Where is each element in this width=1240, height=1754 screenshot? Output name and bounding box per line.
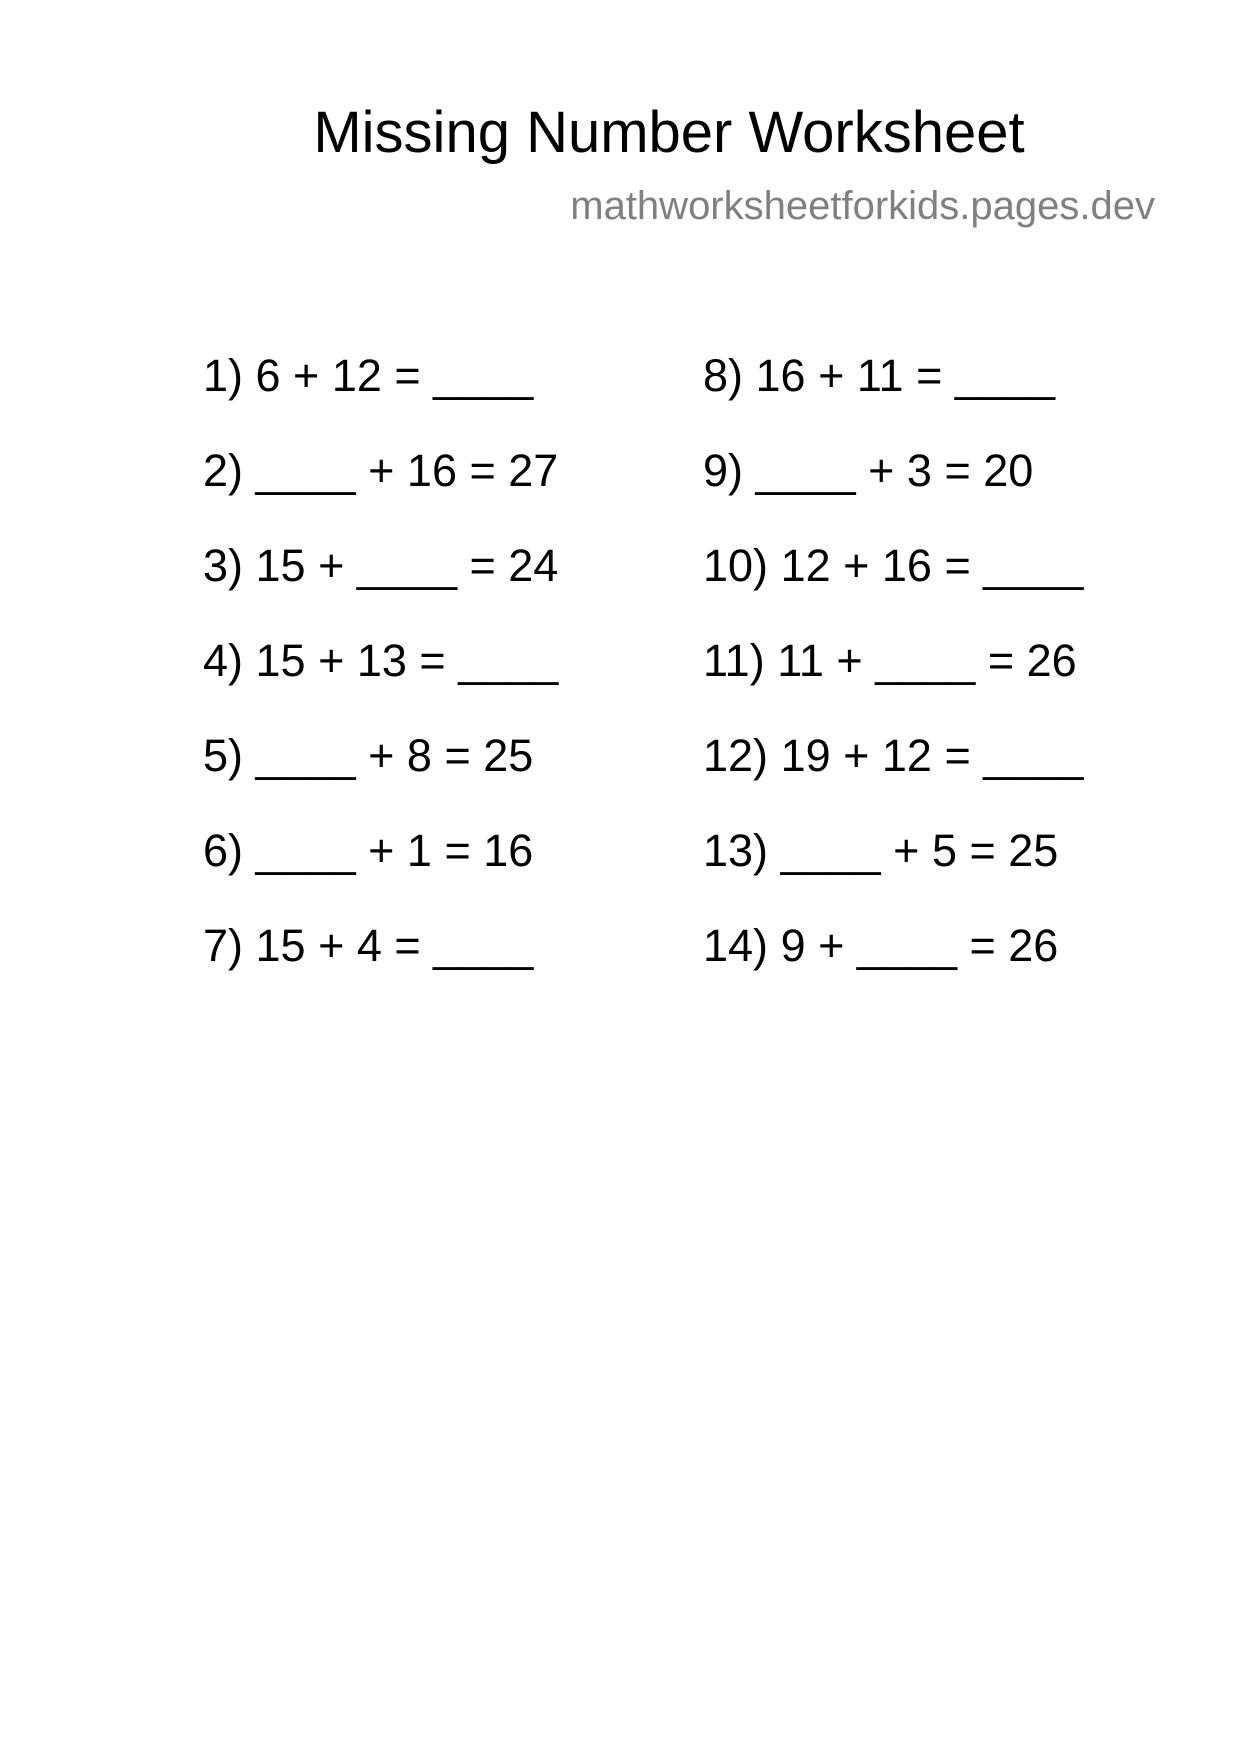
problem-13: [703, 825, 1083, 920]
problem-number: 2): [203, 445, 244, 496]
problem-equation: 9 + ____ = 26: [780, 920, 1059, 971]
problem-equation: ____ + 1 = 16: [255, 825, 534, 876]
problem-number: 13): [703, 825, 769, 876]
problem-equation: ____ + 16 = 27: [255, 445, 559, 496]
problem-number: 1): [203, 350, 244, 401]
problem-column-right: [703, 350, 1083, 1015]
problem-number: 6): [203, 825, 244, 876]
problem-number: 7): [203, 920, 244, 971]
problem-7: [203, 920, 558, 1015]
problem-number: 3): [203, 540, 244, 591]
problem-equation: ____ + 8 = 25: [255, 730, 534, 781]
problem-equation: 15 + 4 = ____: [255, 920, 534, 971]
problem-5: [203, 730, 558, 825]
problem-number: 12): [703, 730, 769, 781]
problem-6: [203, 825, 558, 920]
problem-equation: ____ + 5 = 25: [780, 825, 1059, 876]
problem-number: 4): [203, 635, 244, 686]
problem-equation: 16 + 11 = ____: [755, 350, 1055, 401]
problem-number: 5): [203, 730, 244, 781]
problem-column-left: [203, 350, 558, 1015]
problem-4: [203, 635, 558, 730]
problem-equation: 6 + 12 = ____: [255, 350, 534, 401]
problem-number: 11): [703, 635, 765, 686]
problem-equation: 19 + 12 = ____: [780, 730, 1084, 781]
problem-8: [703, 350, 1083, 445]
problem-2: [203, 445, 558, 540]
problem-12: [703, 730, 1083, 825]
problem-number: 9): [703, 445, 744, 496]
problem-equation: 12 + 16 = ____: [780, 540, 1084, 591]
problem-equation: 11 + ____ = 26: [777, 635, 1077, 686]
problem-9: [703, 445, 1083, 540]
website-url: mathworksheetforkids.pages.dev: [570, 184, 1155, 228]
problem-10: [703, 540, 1083, 635]
problem-equation: 15 + 13 = ____: [255, 635, 559, 686]
problem-number: 8): [703, 350, 744, 401]
problem-11: [703, 635, 1083, 730]
worksheet-title: Missing Number Worksheet: [313, 100, 1025, 165]
problem-equation: 15 + ____ = 24: [255, 540, 559, 591]
problem-number: 14): [703, 920, 769, 971]
problem-14: [703, 920, 1083, 1015]
problem-3: [203, 540, 558, 635]
problem-equation: ____ + 3 = 20: [755, 445, 1034, 496]
problem-1: [203, 350, 558, 445]
problem-number: 10): [703, 540, 769, 591]
